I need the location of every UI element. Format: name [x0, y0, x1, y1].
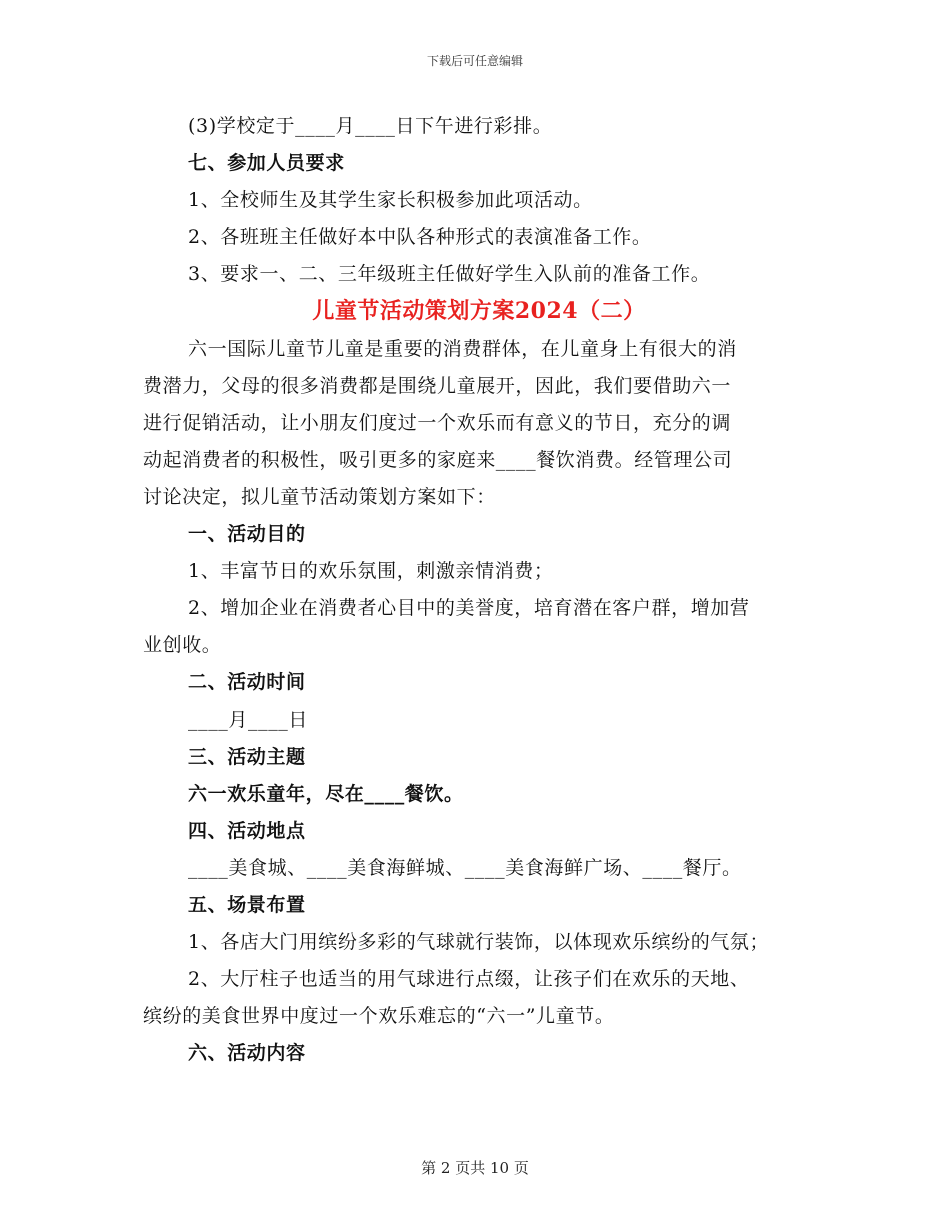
- paragraph-line: 1、全校师生及其学生家长积极参加此项活动。: [188, 189, 593, 212]
- section-heading: 三、活动主题: [188, 745, 306, 768]
- paragraph-line: ____月____日: [188, 708, 309, 731]
- section-heading: 二、活动时间: [188, 671, 306, 694]
- paragraph-line: 1、丰富节日的欢乐氛围，刺激亲情消费；: [188, 560, 554, 583]
- paragraph-line: 讨论决定，拟儿童节活动策划方案如下：: [143, 485, 496, 508]
- document-body: [143, 108, 815, 1072]
- paragraph-line: 3、要求一、二、三年级班主任做好学生入队前的准备工作。: [188, 263, 711, 286]
- paragraph-line: 1、各店大门用缤纷多彩的气球就行装饰，以体现欢乐缤纷的气氛；: [188, 931, 770, 954]
- section-heading: 一、活动目的: [188, 523, 306, 546]
- section-title: 儿童节活动策划方案2024（二）: [312, 298, 646, 325]
- paragraph-line: 费潜力，父母的很多消费都是围绕儿童展开，因此，我们要借助六一: [143, 374, 732, 397]
- section-heading: 四、活动地点: [188, 819, 306, 842]
- paragraph-line: 2、增加企业在消费者心目中的美誉度，培育潜在客户群，增加营: [188, 597, 750, 620]
- paragraph-line: (3)学校定于____月____日下午进行彩排。: [188, 115, 553, 137]
- paragraph-line: 缤纷的美食世界中度过一个欢乐难忘的“六一”儿童节。: [143, 1005, 615, 1028]
- paragraph-line: 进行促销活动，让小朋友们度过一个欢乐而有意义的节日，充分的调: [143, 411, 732, 434]
- paragraph-line: ____美食城、____美食海鲜城、____美食海鲜广场、____餐厅。: [188, 856, 742, 879]
- page-header: 下载后可任意编辑: [426, 54, 523, 68]
- section-heading: 七、参加人员要求: [188, 152, 345, 175]
- paragraph-line: 2、大厅柱子也适当的用气球进行点缀，让孩子们在欢乐的天地、: [188, 968, 750, 991]
- section-heading: 五、场景布置: [188, 893, 306, 916]
- page-footer: 第 2 页共 10 页: [421, 1159, 529, 1177]
- paragraph-line: 业创收。: [143, 634, 222, 657]
- paragraph-line: 动起消费者的积极性，吸引更多的家庭来____餐饮消费。经管理公司: [143, 448, 733, 471]
- section-heading: 六一欢乐童年，尽在____餐饮。: [188, 782, 464, 805]
- paragraph-line: 2、各班班主任做好本中队各种形式的表演准备工作。: [188, 226, 652, 249]
- paragraph-line: 六一国际儿童节儿童是重要的消费群体，在儿童身上有很大的消: [188, 337, 737, 360]
- section-heading: 六、活动内容: [188, 1042, 306, 1065]
